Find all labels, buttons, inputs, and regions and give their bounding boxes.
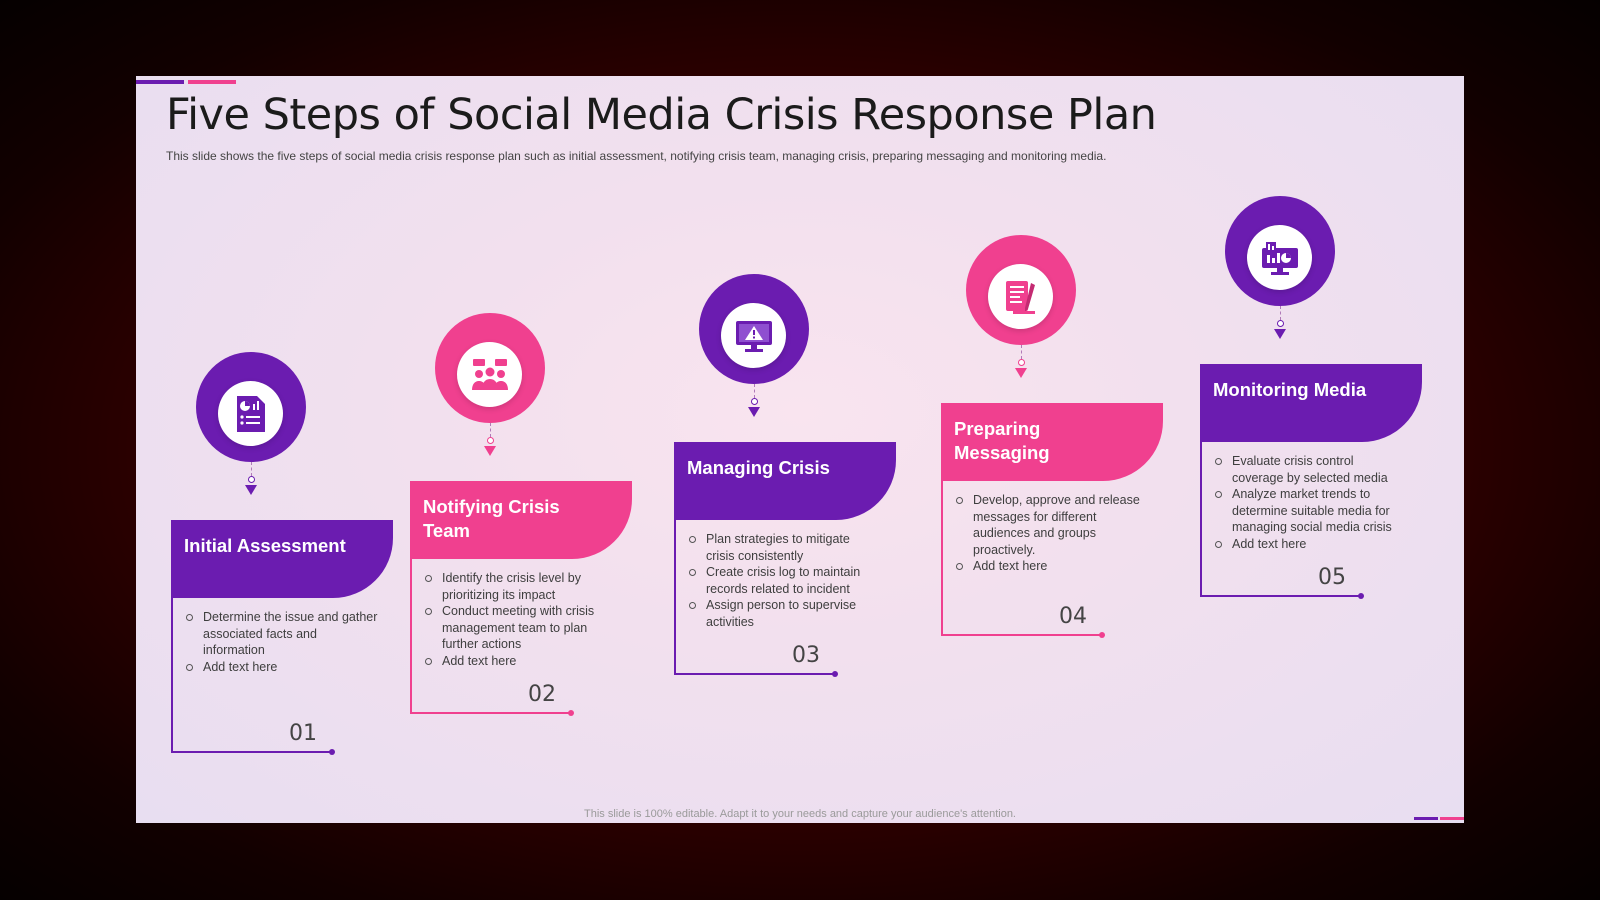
down-arrow-icon <box>748 407 760 417</box>
icon-holder <box>457 342 522 407</box>
step-number: 01 <box>289 721 317 746</box>
step-bullets <box>953 492 1148 575</box>
document-pen-icon <box>1003 277 1039 317</box>
step-title: Managing Crisis <box>687 457 830 478</box>
step-bullets <box>422 570 617 669</box>
icon-holder <box>721 303 786 368</box>
down-arrow-icon <box>1274 329 1286 339</box>
step-number: 03 <box>792 643 820 668</box>
step-title: Monitoring Media <box>1213 379 1367 400</box>
bullet-item: Add text here <box>1212 536 1407 553</box>
bullet-item: Conduct meeting with crisis management team to plan further actions <box>422 603 617 653</box>
slide-subtitle: This slide shows the five steps of social media crisis response plan such as initial assessment, notifying crisis team, managing crisis, preparing messaging and monitoring media. <box>166 149 1107 163</box>
accent-bar-purple <box>136 80 184 84</box>
step-monitoring-media <box>1200 196 1430 796</box>
step-banner <box>1200 364 1422 442</box>
step-bullets <box>183 609 378 675</box>
step-banner <box>674 442 896 520</box>
icon-holder <box>1247 225 1312 290</box>
down-arrow-icon <box>245 485 257 495</box>
slide-footer: This slide is 100% editable. Adapt it to your needs and capture your audience's attention. <box>584 808 1016 820</box>
down-arrow-icon <box>484 446 496 456</box>
step-circle <box>196 352 306 462</box>
step-notifying-crisis-team <box>410 313 640 823</box>
bullet-item: Plan strategies to mitigate crisis consistently <box>686 531 881 564</box>
step-circle <box>435 313 545 423</box>
bullet-item: Analyze market trends to determine suitable media for managing social media crisis <box>1212 486 1407 536</box>
step-banner <box>410 481 632 559</box>
bullet-item: Add text here <box>953 558 1148 575</box>
slide-title: Five Steps of Social Media Crisis Response Plan <box>166 90 1157 140</box>
step-title: Preparing Messaging <box>954 418 1050 463</box>
step-initial-assessment <box>171 352 401 823</box>
icon-holder <box>218 381 283 446</box>
slide <box>136 76 1464 823</box>
step-title: Notifying Crisis Team <box>423 496 560 541</box>
step-number: 04 <box>1059 604 1087 629</box>
bullet-item: Add text here <box>183 659 378 676</box>
step-banner <box>171 520 393 598</box>
step-circle <box>699 274 809 384</box>
step-preparing-messaging <box>941 235 1171 823</box>
report-document-icon <box>234 394 268 434</box>
corner-bar-pink <box>1440 817 1464 820</box>
step-number: 05 <box>1318 565 1346 590</box>
bullet-item: Add text here <box>422 653 617 670</box>
step-bullets <box>1212 453 1407 552</box>
analytics-screen-icon <box>1260 240 1300 276</box>
bullet-item: Create crisis log to maintain records related to incident <box>686 564 881 597</box>
corner-bar-purple <box>1414 817 1438 820</box>
accent-bar-pink <box>188 80 236 84</box>
step-circle <box>1225 196 1335 306</box>
bullet-item: Evaluate crisis control coverage by selected media <box>1212 453 1407 486</box>
bullet-item: Identify the crisis level by prioritizing its impact <box>422 570 617 603</box>
step-number: 02 <box>528 682 556 707</box>
step-banner <box>941 403 1163 481</box>
step-title: Initial Assessment <box>184 535 346 556</box>
step-circle <box>966 235 1076 345</box>
down-arrow-icon <box>1015 368 1027 378</box>
step-bullets <box>686 531 881 630</box>
monitor-warning-icon <box>734 318 774 354</box>
team-chat-icon <box>470 357 510 393</box>
bullet-item: Determine the issue and gather associated facts and information <box>183 609 378 659</box>
bullet-item: Assign person to supervise activities <box>686 597 881 630</box>
bullet-item: Develop, approve and release messages for different audiences and groups proactively. <box>953 492 1148 558</box>
icon-holder <box>988 264 1053 329</box>
step-managing-crisis <box>674 274 904 823</box>
